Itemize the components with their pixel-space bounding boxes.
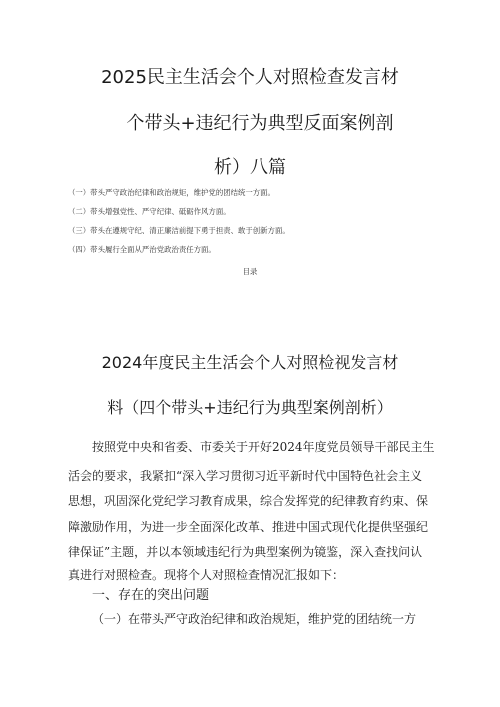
section-heading: 一、存在的突出问题 [92, 588, 210, 603]
toc-item[interactable]: （二）带头增强党性、严守纪律、砥砺作风方面。 [68, 207, 231, 216]
paragraph-line: 真进行对照检查。现将个人对照检查情况汇报如下： [68, 568, 345, 582]
toc-item[interactable]: （一）带头严守政治纪律和政治规矩，维护党的团结统一方面。 [68, 188, 275, 197]
subsection-heading: （一）在带头严守政治纪律和政治规矩，维护党的团结统一方 [92, 612, 417, 626]
document-title-line-3: 析）八篇 [214, 157, 286, 178]
toc-item[interactable]: （三）带头在遵规守纪、清正廉洁前提下勇于担责、敢于创新方面。 [68, 226, 290, 235]
document-title-line-2: 个带头+违纪行为典型反面案例剖 [126, 113, 394, 134]
section-title-line-1: 2024年度民主生活会个人对照检视发言材 [101, 353, 399, 372]
paragraph-line: 活会的要求，我紧扣“深入学习贯彻习近平新时代中国特色社会主义 [68, 469, 423, 483]
paragraph-line: 障激励作用，为进一步全面深化改革、推进中国式现代化提供坚强纪 [68, 520, 429, 534]
paragraph-line: 律保证”主题，并以本领域违纪行为典型案例为镜鉴，深入查找问认 [68, 545, 423, 559]
section-title-line-2: 料（四个带头+违纪行为典型案例剖析） [107, 398, 393, 417]
paragraph-line: 按照党中央和省委、市委关于开好2024年度党员领导干部民主生 [92, 440, 435, 454]
toc-item[interactable]: （四）带头履行全面从严治党政治责任方面。 [68, 245, 216, 254]
toc-label: 目录 [242, 267, 258, 276]
paragraph-line: 思想，巩固深化党纪学习教育成果，综合发挥党的纪律教育约束、保 [68, 494, 429, 508]
document-title-line-1: 2025民主生活会个人对照检查发言材 [101, 67, 399, 88]
